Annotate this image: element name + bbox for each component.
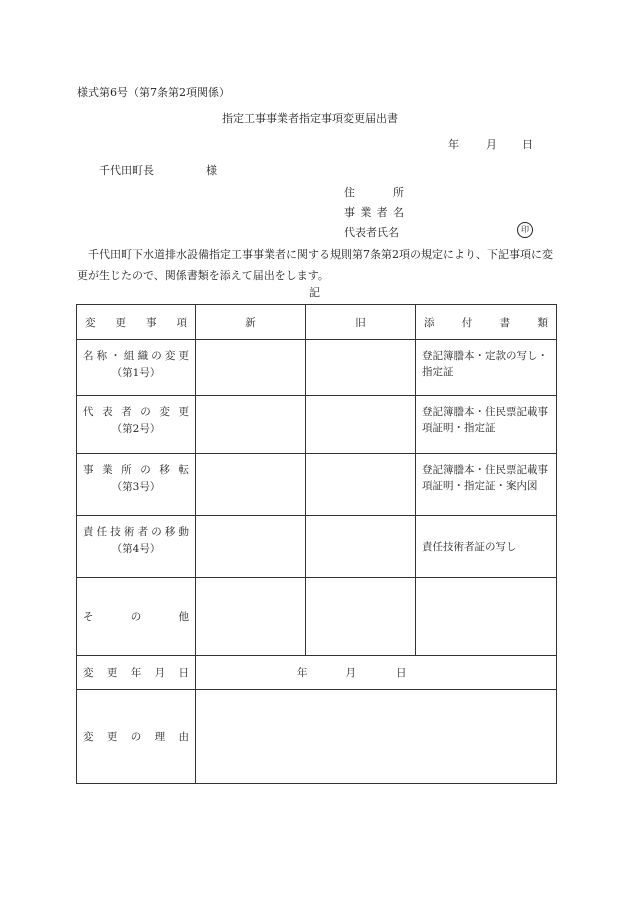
header-attachments: 添付書類 xyxy=(416,305,557,340)
date-year: 年 xyxy=(448,138,459,151)
new-value-cell[interactable] xyxy=(196,340,306,396)
date-month: 月 xyxy=(486,138,497,151)
change-date-month: 月 xyxy=(345,667,356,679)
change-date-label: 変更年月日 xyxy=(77,656,196,690)
ki-heading: 記 xyxy=(309,286,320,299)
attachment-cell: 登記簿謄本・住民票記載事項証明・指定証・案内図 xyxy=(416,454,557,516)
attachment-cell: 登記簿謄本・住民票記載事項証明・指定証 xyxy=(416,396,557,454)
form-number-label: 様式第6号（第7条第2項関係） xyxy=(77,86,230,99)
change-date-field[interactable] xyxy=(196,656,557,690)
change-items-table xyxy=(76,304,557,784)
header-new: 新 xyxy=(196,305,306,340)
table-row xyxy=(77,516,557,578)
address-label: 住所 xyxy=(344,186,404,199)
new-value-cell[interactable] xyxy=(196,516,306,578)
addressee-honorific: 様 xyxy=(206,164,217,177)
change-reason-field[interactable] xyxy=(196,690,557,784)
old-value-cell[interactable] xyxy=(306,454,416,516)
seal-mark: 印 xyxy=(517,222,533,238)
old-value-cell[interactable] xyxy=(306,396,416,454)
addressee: 千代田町長 xyxy=(99,164,154,177)
change-item-cell: 責任技術者の移動 （第4号） xyxy=(77,516,196,578)
body-text: 千代田町下水道排水設備指定工事事業者に関する規則第7条第2項の規定により、下記事項に変更が生じたので、関係書類を添えて届出をします。 xyxy=(77,248,553,282)
change-item-cell: 名称・組織の変更 （第1号） xyxy=(77,340,196,396)
old-value-cell[interactable] xyxy=(306,516,416,578)
change-date-year: 年 xyxy=(297,667,308,679)
change-date-row xyxy=(77,656,557,690)
old-value-cell[interactable] xyxy=(306,578,416,656)
new-value-cell[interactable] xyxy=(196,578,306,656)
table-header-row xyxy=(77,305,557,340)
date-day: 日 xyxy=(522,138,533,151)
attachment-cell xyxy=(416,578,557,656)
new-value-cell[interactable] xyxy=(196,396,306,454)
representative-name-label: 代表者氏名 xyxy=(344,226,399,239)
change-date-day: 日 xyxy=(396,667,407,679)
change-reason-label: 変更の理由 xyxy=(77,690,196,784)
change-reason-row xyxy=(77,690,557,784)
new-value-cell[interactable] xyxy=(196,454,306,516)
change-item-cell: その他 xyxy=(77,578,196,656)
attachment-cell: 登記簿謄本・定款の写し・指定証 xyxy=(416,340,557,396)
table-row xyxy=(77,340,557,396)
header-old: 旧 xyxy=(306,305,416,340)
document-title: 指定工事事業者指定事項変更届出書 xyxy=(222,112,398,125)
business-name-label: 事業者名 xyxy=(344,206,404,219)
attachment-cell: 責任技術者証の写し xyxy=(416,516,557,578)
table-row xyxy=(77,396,557,454)
old-value-cell[interactable] xyxy=(306,340,416,396)
change-item-cell: 事業所の移転 （第3号） xyxy=(77,454,196,516)
table-row xyxy=(77,578,557,656)
header-change-item: 変更事項 xyxy=(77,305,196,340)
table-row xyxy=(77,454,557,516)
change-item-cell: 代表者の変更 （第2号） xyxy=(77,396,196,454)
